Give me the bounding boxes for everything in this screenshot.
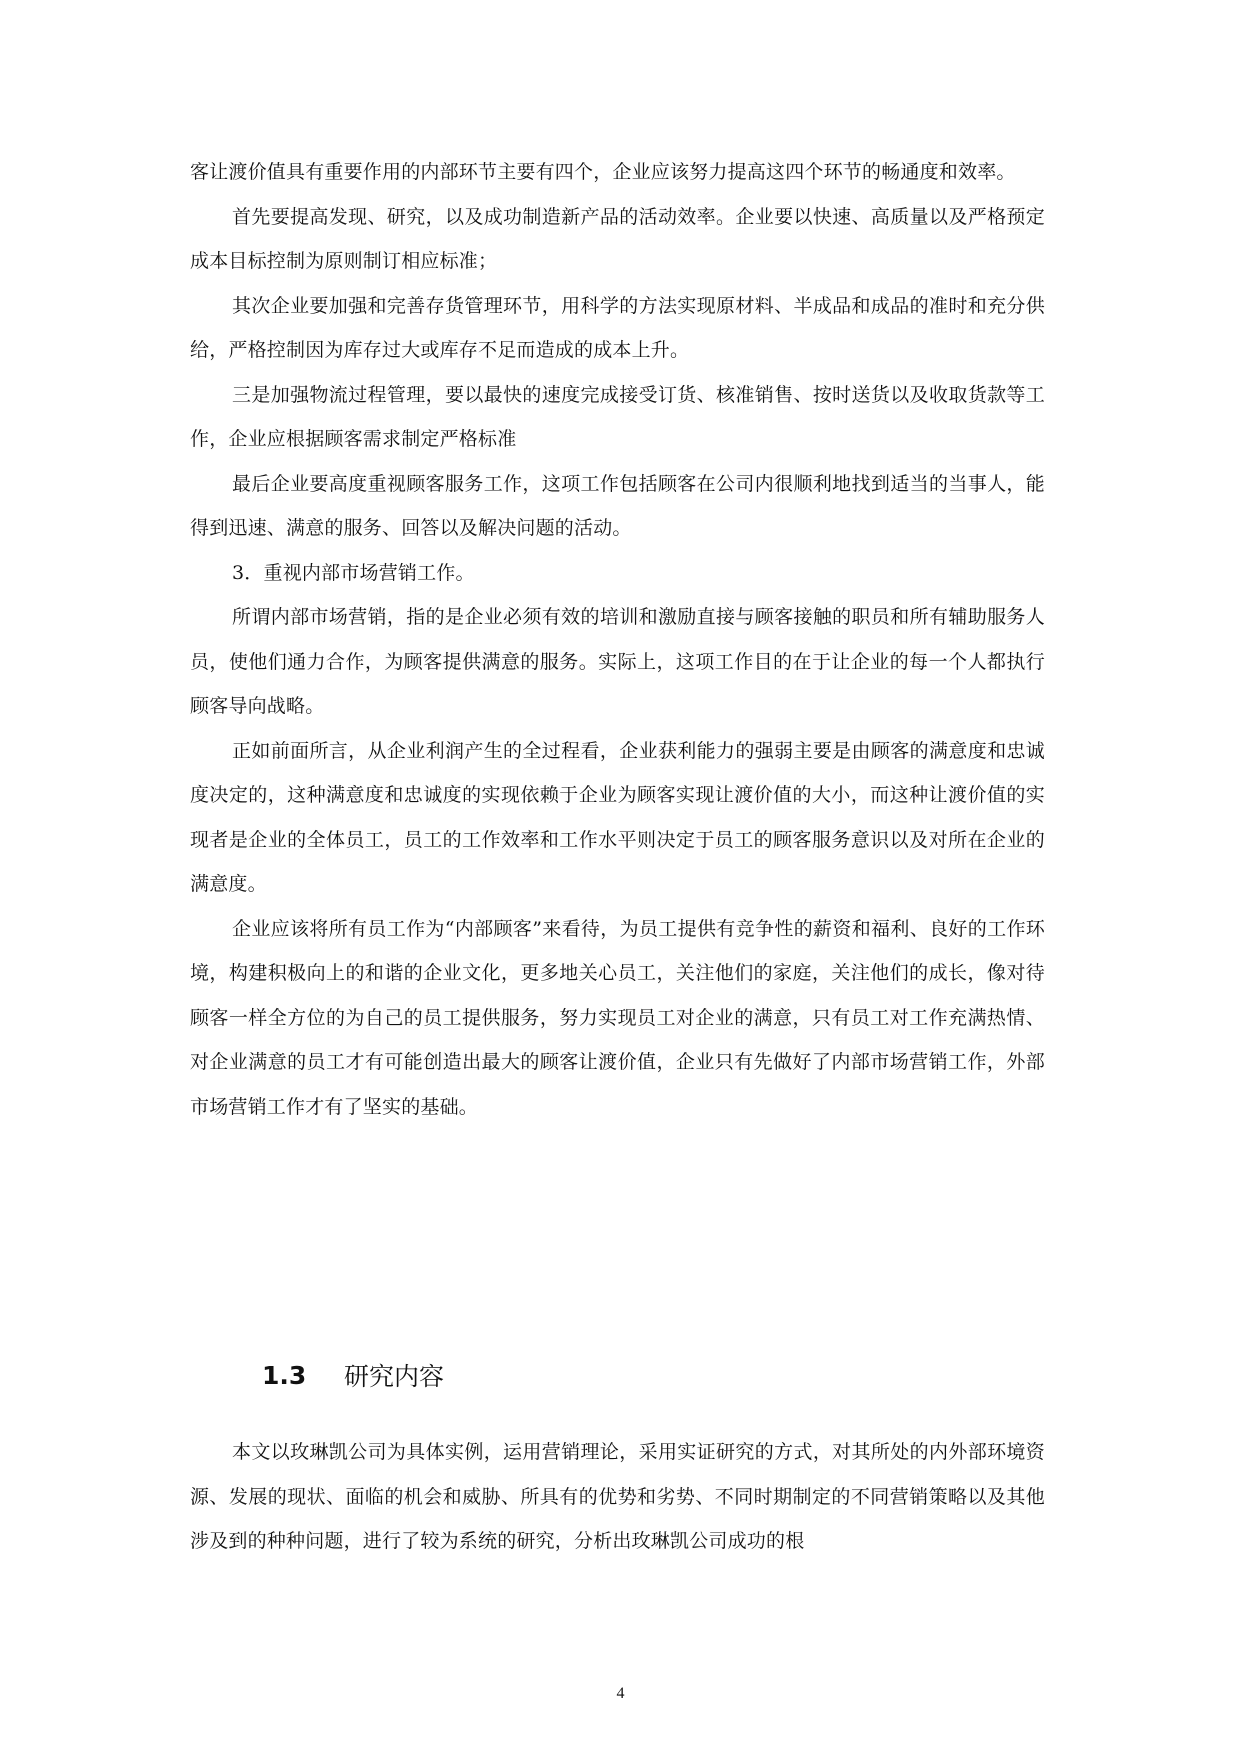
page-number: 4 (616, 1685, 625, 1702)
paragraph: 企业应该将所有员工作为“内部顾客”来看待，为员工提供有竞争性的薪资和福利、良好的工作环境，构建积极向上的和谐的企业文化，更多地关心员工，关注他们的家庭，关注他们的成长，像对待顾客一样全方位的为自己的员工提供服务，努力实现员工对企业的满意，只有员工对工作充满热情、对企业满意的员工才有可能创造出最大的顾客让渡价值，企业只有先做好了内部市场营销工作，外部市场营销工作才有了坚实的基础。 (190, 917, 1045, 1118)
paragraph: 客让渡价值具有重要作用的内部环节主要有四个，企业应该努力提高这四个环节的畅通度和效率。 (190, 161, 1016, 183)
paragraph: 正如前面所言，从企业利润产生的全过程看，企业获利能力的强弱主要是由顾客的满意度和忠诚度决定的，这种满意度和忠诚度的实现依赖于企业为顾客实现让渡价值的大小，而这种让渡价值的实现者是企业的全体员工，员工的工作效率和工作水平则决定于员工的顾客服务意识以及对所在企业的满意度。 (190, 739, 1045, 895)
section-title: 研究内容 (344, 1362, 445, 1391)
paragraph: 首先要提高发现、研究，以及成功制造新产品的活动效率。企业要以快速、高质量以及严格预定成本目标控制为原则制订相应标准； (190, 205, 1045, 272)
paragraph: 3．重视内部市场营销工作。 (232, 561, 475, 584)
paragraph: 本文以玫琳凯公司为具体实例，运用营销理论，采用实证研究的方式，对其所处的内外部环境资源、发展的现状、面临的机会和威胁、所具有的优势和劣势、不同时期制定的不同营销策略以及其他涉及到的种种问题，进行了较为系统的研究，分析出玫琳凯公司成功的根 (190, 1441, 1045, 1552)
section-heading (262, 1357, 444, 1393)
section-number: 1.3 (262, 1360, 307, 1390)
paragraph: 所谓内部市场营销，指的是企业必须有效的培训和激励直接与顾客接触的职员和所有辅助服务人员，使他们通力合作，为顾客提供满意的服务。实际上，这项工作目的在于让企业的每一个人都执行顾客导向战略。 (190, 606, 1045, 717)
paragraph: 最后企业要高度重视顾客服务工作，这项工作包括顾客在公司内很顺利地找到适当的当事人，能得到迅速、满意的服务、回答以及解决问题的活动。 (190, 472, 1045, 539)
paragraph: 其次企业要加强和完善存货管理环节，用科学的方法实现原材料、半成品和成品的准时和充分供给，严格控制因为库存过大或库存不足而造成的成本上升。 (190, 294, 1045, 361)
paragraph: 三是加强物流过程管理，要以最快的速度完成接受订货、核准销售、按时送货以及收取货款等工作，企业应根据顾客需求制定严格标准 (190, 383, 1045, 450)
body-text-bottom (190, 1430, 1045, 1564)
body-text-top (190, 150, 1045, 1129)
